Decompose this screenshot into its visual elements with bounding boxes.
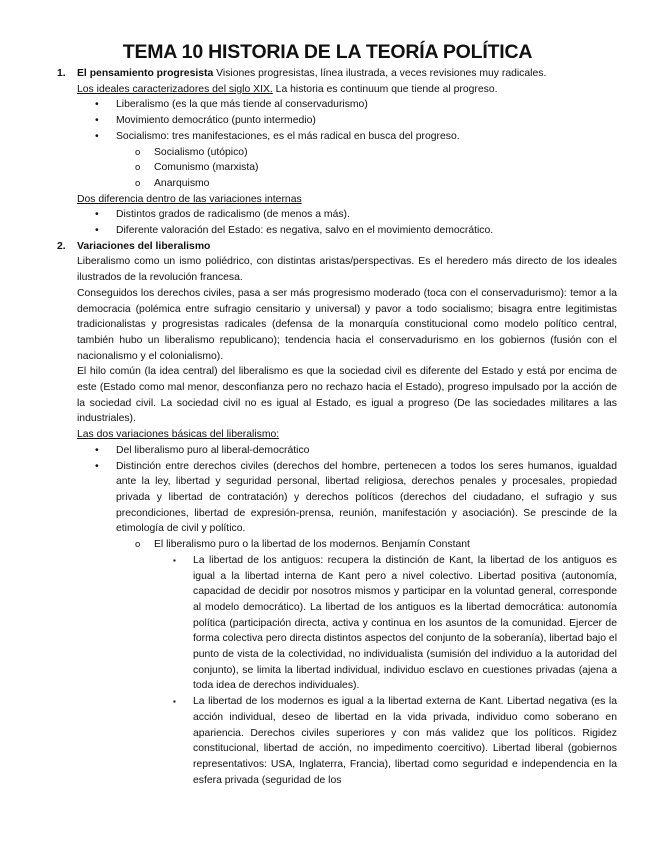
paragraph: El hilo común (la idea central) del liberalismo es que la sociedad civil es diferente del Estado y está por encima de este (Estado como mal menor, desconfianza pero no rechazo hacia el Estado), progreso impulsado por la acción de la sociedad civil. La sociedad civil no es igual al Estado, es igual a progreso (De las sociedades militares a las industriales). (77, 366, 617, 425)
variaciones-label: Las dos variaciones básicas del liberalismo: (77, 429, 280, 441)
list-item: • Liberalismo (es la que más tiende al conservadurismo) (116, 97, 617, 113)
paragraph: Liberalismo como un ismo poliédrico, con distintas aristas/perspectivas. Es el heredero más directo de los ideales ilustrados de la revolución francesa. (77, 256, 617, 284)
section-2-heading (0, 239, 655, 255)
section-2-title: Variaciones del liberalismo (77, 240, 211, 252)
section-1-heading (0, 66, 655, 82)
list-item: • Distinción entre derechos civiles (derechos del hombre, pertenecen a todos los seres humanos, igualdad ante la ley, libertad y seguridad personal, libertad religiosa, derechos penales y procesales, propiedad privada y libertad de contratación) y derechos políticos (derechos del ciudadano, el sufragio y sus precondiciones, libertad de expresión-prensa, reunión, manifestación y asociación). Se prescinde de la etimología de civil y político. (116, 459, 617, 538)
list-item: • Del liberalismo puro al liberal-democrático (116, 443, 617, 459)
list-item: • Distintos grados de radicalismo (de menos a más). (116, 207, 617, 223)
section-2-number: 2. (57, 240, 66, 252)
section-1-title: El pensamiento progresista (77, 68, 214, 79)
list-subitem: o Socialismo (utópico) (154, 145, 655, 161)
list-item: • Movimiento democrático (punto intermedio) (116, 113, 617, 129)
list-subitem: o El liberalismo puro o la libertad de los modernos. Benjamín Constant (154, 537, 655, 553)
page-title: TEMA 10 HISTORIA DE LA TEORÍA POLÍTICA (122, 41, 533, 63)
ideales-label: Los ideales caracterizadores del siglo XIX. (77, 83, 273, 95)
section-1-number: 1. (57, 68, 66, 79)
dos-diferencias-label: Dos diferencia dentro de las variaciones internas (77, 193, 302, 205)
ideales-line (77, 82, 617, 98)
document-body (0, 66, 655, 788)
paragraph: Conseguidos los derechos civiles, pasa a ser más progresismo moderado (toca con el conservadurismo): temor a la democracia (polémica entre sufragio censitario y universal) y pavor a todo socialismo; bisagra entre legitimistas tradicionalistas y progresistas radicales (defensa de la monarquía constitucional como modelo político central, también hubo un liberalismo republicano); tendencia hacia el conservadurismo en los gobiernos (fusión con el nacionalismo y el colonialismo). (77, 287, 617, 362)
list-subsubitem: ▪ La libertad de los modernos es igual a la libertad externa de Kant. Libertad negativa (es la acción individual, deseo de libertad en la vida privada, individuo como soberano en apariencia. Derechos civiles superiores y con más validez que los políticos. Rigidez constitucional, libertad de acción, no impedimento coercitivo). Libertad liberal (gobiernos representativos: USA, Inglaterra, Francia), libertad como seguridad e independencia en la esfera privada (seguridad de los (193, 694, 617, 788)
list-item: • Diferente valoración del Estado: es negativa, salvo en el movimiento democrático. (116, 223, 617, 239)
section-1-intro: Visiones progresistas, línea ilustrada, a veces revisiones muy radicales. (213, 68, 547, 79)
list-item: • Socialismo: tres manifestaciones, es el más radical en busca del progreso. (116, 129, 617, 145)
list-subitem: o Comunismo (marxista) (154, 160, 655, 176)
list-subsubitem: ▪ La libertad de los antiguos: recupera la distinción de Kant, la libertad de los antiguos es igual a la libertad interna de Kant pero a nivel colectivo. Libertad positiva (autonomía, capacidad de decidir por nosotros mismos y participar en la voluntad general, corresponde al modelo democrático). La libertad de los antiguos es la libertad democrática: autonomía política (participación directa, activa y continua en los asuntos de la comunidad. Ejercer de forma colectiva pero directa distintos aspectos del conjunto de la soberanía), libertad bajo el punto de vista de la colectividad, no individualista (sumisión del individuo a la autoridad del conjunto), se limita la libertad individual, individuo esclavo en cuestiones privadas (ajena a toda idea de derechos individuales). (193, 553, 617, 694)
ideales-text: La historia es continuum que tiende al progreso. (272, 83, 498, 95)
list-subitem: o Anarquismo (154, 176, 655, 192)
